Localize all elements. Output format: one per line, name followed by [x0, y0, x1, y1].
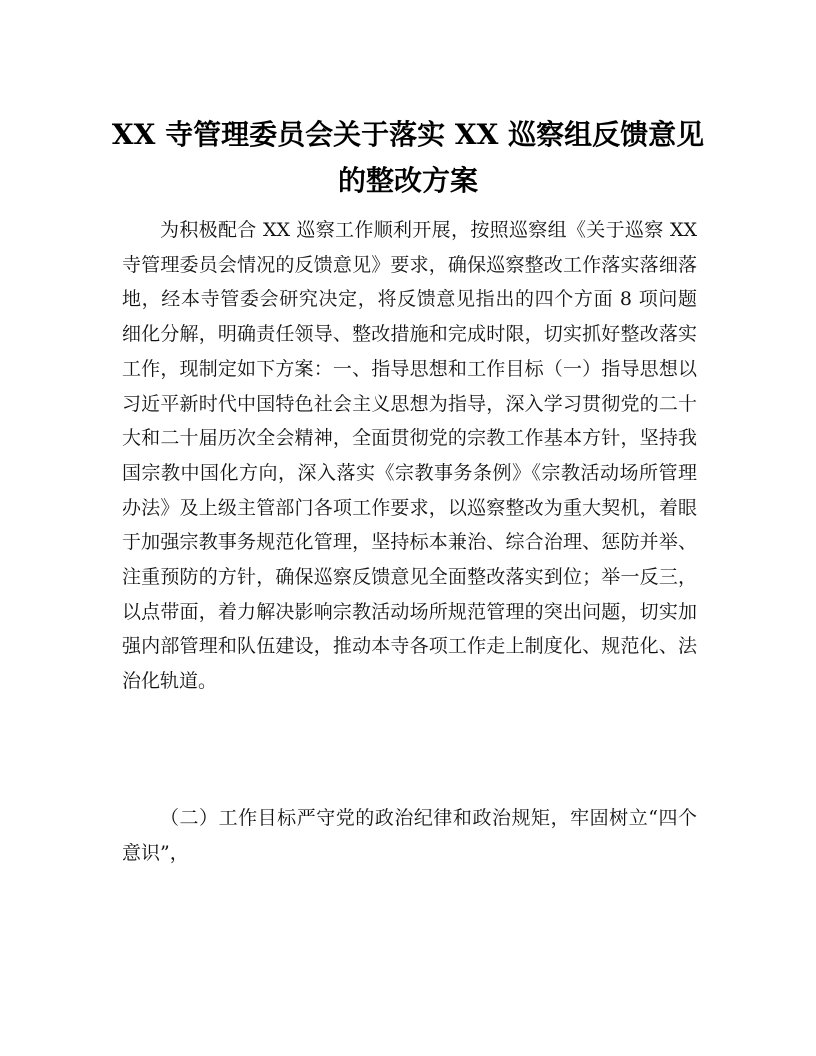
body-paragraph-1: 为积极配合 XX 巡察工作顺利开展，按照巡察组《关于巡察 XX 寺管理委员会情况的反馈意见》要求，确保巡察整改工作落实落细落地，经本寺管委会研究决定，将反馈意见指出的四个方面 8 项问题细化分解，明确责任领导、整改措施和完成时限，切实抓好整改落实工作，现制定如下方案：一、指导思想和工作目标（一）指导思想以习近平新时代中国特色社会主义思想为指导，深入学习贯彻党的二十大和二十届历次全会精神，全面贯彻党的宗教工作基本方针，坚持我国宗教中国化方向，深入落实《宗教事务条例》《宗教活动场所管理办法》及上级主管部门各项工作要求，以巡察整改为重大契机，着眼于加强宗教事务规范化管理，坚持标本兼治、综合治理、惩防并举、注重预防的方针，确保巡察反馈意见全面整改落实到位；举一反三，以点带面，着力解决影响宗教活动场所规范管理的突出问题，切实加强内部管理和队伍建设，推动本寺各项工作走上制度化、规范化、法治化轨道。 [122, 219, 697, 693]
document-title: XX 寺管理委员会关于落实 XX 巡察组反馈意见的整改方案 [111, 118, 705, 197]
body-paragraph-2: （二）工作目标严守党的政治纪律和政治规矩，牢固树立“四个意识”， [122, 807, 697, 864]
